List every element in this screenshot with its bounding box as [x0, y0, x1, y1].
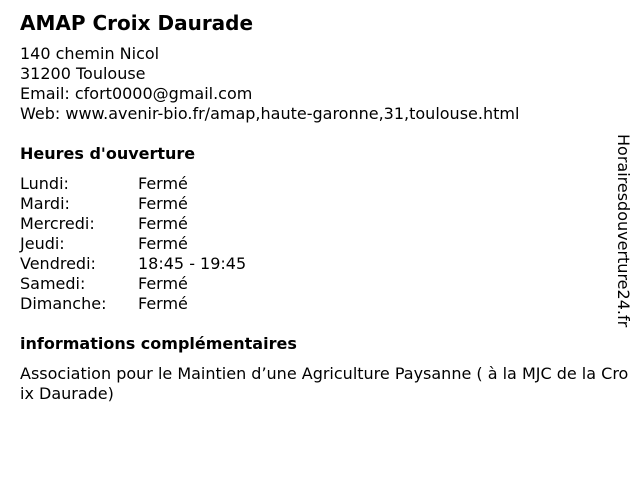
- day-label: Mardi:: [20, 194, 70, 213]
- business-name: AMAP Croix Daurade: [20, 11, 254, 35]
- info-description: Association pour le Maintien d’une Agriculture Paysanne ( à la MJC de la Croix Daurade): [20, 364, 629, 403]
- opening-hours-table: [20, 174, 246, 314]
- web-line: Web: www.avenir-bio.fr/amap,haute-garonne,31,toulouse.html: [20, 104, 520, 123]
- hours-value: 18:45 - 19:45: [138, 254, 247, 273]
- hours-row-saturday: [20, 274, 246, 294]
- hours-value: Fermé: [138, 194, 188, 213]
- hours-row-monday: [20, 174, 246, 194]
- hours-value: Fermé: [138, 174, 188, 193]
- site-watermark: [612, 134, 636, 374]
- watermark-text: Horairesdouverture24.fr: [614, 134, 633, 328]
- day-label: Dimanche:: [20, 294, 107, 313]
- day-label: Jeudi:: [20, 234, 65, 253]
- address-line-street: 140 chemin Nicol: [20, 44, 160, 63]
- email-line: Email: cfort0000@gmail.com: [20, 84, 253, 103]
- hours-value: Fermé: [138, 294, 188, 313]
- contact-block: [20, 44, 519, 124]
- day-label: Mercredi:: [20, 214, 95, 233]
- info-heading: informations complémentaires: [20, 334, 297, 353]
- hours-value: Fermé: [138, 274, 188, 293]
- hours-row-wednesday: [20, 214, 246, 234]
- address-line-city: 31200 Toulouse: [20, 64, 146, 83]
- day-label: Lundi:: [20, 174, 69, 193]
- hours-value: Fermé: [138, 234, 188, 253]
- hours-row-tuesday: [20, 194, 246, 214]
- hours-heading: Heures d'ouverture: [20, 144, 196, 163]
- hours-row-thursday: [20, 234, 246, 254]
- day-label: Samedi:: [20, 274, 86, 293]
- hours-row-friday: [20, 254, 246, 274]
- hours-value: Fermé: [138, 214, 188, 233]
- hours-row-sunday: [20, 294, 246, 314]
- day-label: Vendredi:: [20, 254, 96, 273]
